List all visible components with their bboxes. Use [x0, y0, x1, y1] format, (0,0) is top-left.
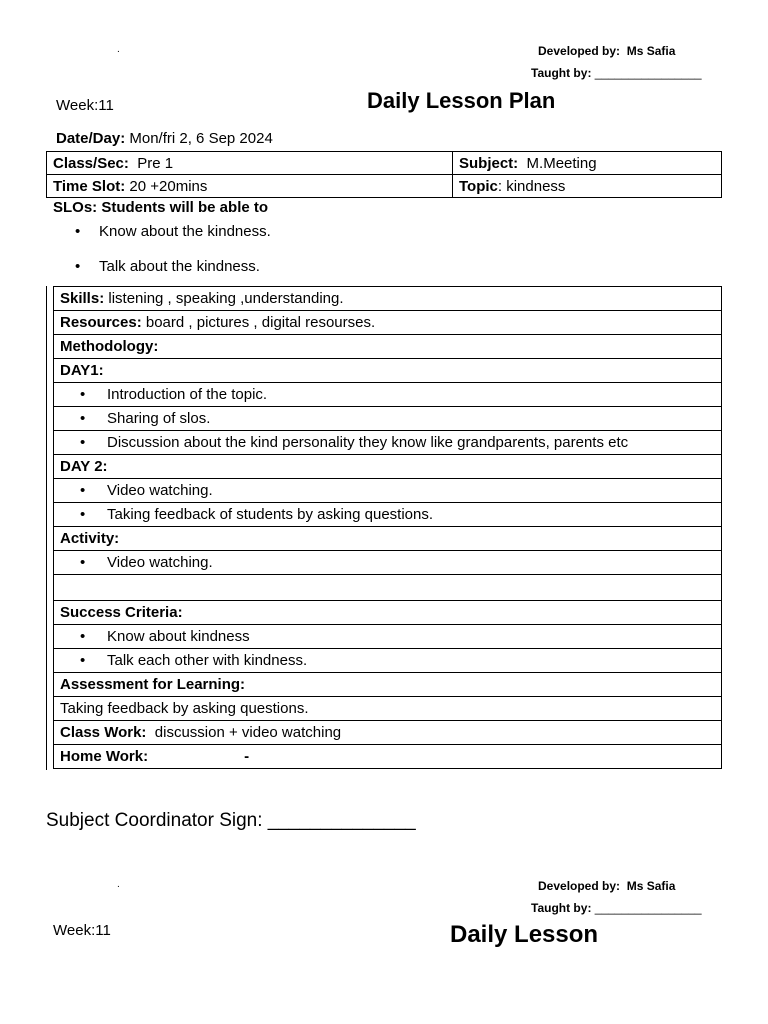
bullet-icon: •	[80, 652, 86, 669]
coordinator-sign: Subject Coordinator Sign: ______________	[46, 810, 416, 831]
subject-cell	[453, 152, 722, 175]
taught-by-label: Taught by:	[531, 66, 592, 80]
homework-row	[54, 745, 722, 769]
assessment-value-row: Taking feedback by asking questions.	[54, 697, 722, 721]
list-item-text: Video watching.	[107, 554, 213, 571]
methodology-row: Methodology:	[54, 335, 722, 359]
date-line	[56, 130, 273, 147]
list-item	[54, 551, 722, 575]
slo-text: Talk about the kindness.	[99, 258, 260, 275]
list-item	[54, 625, 722, 649]
bullet-icon: •	[80, 628, 86, 645]
assessment-row: Assessment for Learning:	[54, 673, 722, 697]
subject-value: M.Meeting	[526, 154, 597, 172]
topic-cell	[453, 175, 722, 198]
list-item-text: Video watching.	[107, 482, 213, 499]
list-item	[54, 479, 722, 503]
developed-by	[538, 879, 675, 893]
empty-row	[54, 575, 722, 601]
slo-item	[75, 223, 271, 240]
list-item-text: Discussion about the kind personality they know like grandparents, parents etc	[107, 434, 629, 451]
topic-label: Topic	[459, 177, 498, 195]
date-value: Mon/fri 2, 6 Sep 2024	[129, 130, 273, 147]
skills-row	[54, 287, 722, 311]
homework-value: -	[244, 748, 250, 765]
resources-value: board , pictures , digital resourses.	[145, 314, 376, 331]
time-label: Time Slot:	[53, 177, 126, 195]
developed-by-label: Developed by:	[538, 879, 621, 893]
resources-row	[54, 311, 722, 335]
day1-row: DAY1:	[54, 359, 722, 383]
list-item	[54, 649, 722, 673]
class-label: Class/Sec:	[53, 154, 129, 172]
taught-by-label: Taught by:	[531, 901, 592, 915]
developed-by-name: Ms Safia	[626, 44, 676, 58]
taught-by	[531, 66, 702, 80]
resources-label: Resources:	[60, 314, 142, 331]
bullet-icon: •	[80, 434, 86, 451]
plan-table	[53, 286, 722, 769]
date-label: Date/Day:	[56, 130, 126, 147]
bullet-icon: •	[80, 482, 86, 499]
topic-value: : kindness	[497, 177, 566, 195]
info-table	[46, 151, 722, 198]
header-dot: .	[117, 44, 120, 55]
success-row: Success Criteria:	[54, 601, 722, 625]
activity-row: Activity:	[54, 527, 722, 551]
taught-by	[531, 901, 702, 915]
taught-by-line: ________________	[594, 901, 702, 915]
list-item-text: Introduction of the topic.	[107, 386, 268, 403]
developed-by	[538, 44, 675, 58]
class-value: Pre 1	[137, 154, 174, 172]
taught-by-line: ________________	[594, 66, 702, 80]
classwork-row	[54, 721, 722, 745]
slos-heading: SLOs: Students will be able to	[53, 199, 269, 216]
page-title: Daily Lesson	[450, 921, 599, 948]
bullet-icon: •	[80, 386, 86, 403]
skills-label: Skills:	[60, 290, 105, 307]
time-cell	[47, 175, 453, 198]
list-item	[54, 503, 722, 527]
list-item	[54, 407, 722, 431]
bullet-icon: •	[80, 506, 86, 523]
slo-item	[75, 258, 260, 275]
homework-label: Home Work:	[60, 748, 149, 765]
week-label: Week:11	[53, 922, 111, 939]
slo-text: Know about the kindness.	[99, 223, 271, 240]
week-label: Week:11	[56, 97, 114, 114]
skills-value: listening , speaking ,understanding.	[108, 290, 344, 307]
bullet-icon: •	[75, 223, 81, 240]
bullet-icon: •	[80, 554, 86, 571]
developed-by-name: Ms Safia	[626, 879, 676, 893]
day2-row: DAY 2:	[54, 455, 722, 479]
list-item-text: Know about kindness	[107, 628, 250, 645]
list-item-text: Sharing of slos.	[107, 410, 211, 427]
header-dot: .	[117, 879, 120, 890]
classwork-value: discussion + video watching	[154, 724, 342, 741]
page-title: Daily Lesson Plan	[367, 88, 556, 113]
list-item-text: Talk each other with kindness.	[107, 652, 308, 669]
bullet-icon: •	[80, 410, 86, 427]
list-item	[54, 431, 722, 455]
list-item	[54, 383, 722, 407]
bullet-icon: •	[75, 258, 81, 275]
list-item-text: Taking feedback of students by asking questions.	[107, 506, 434, 523]
subject-label: Subject:	[459, 154, 519, 172]
time-value: 20 +20mins	[129, 177, 208, 195]
classwork-label: Class Work:	[60, 724, 147, 741]
developed-by-label: Developed by:	[538, 44, 621, 58]
class-cell	[47, 152, 453, 175]
